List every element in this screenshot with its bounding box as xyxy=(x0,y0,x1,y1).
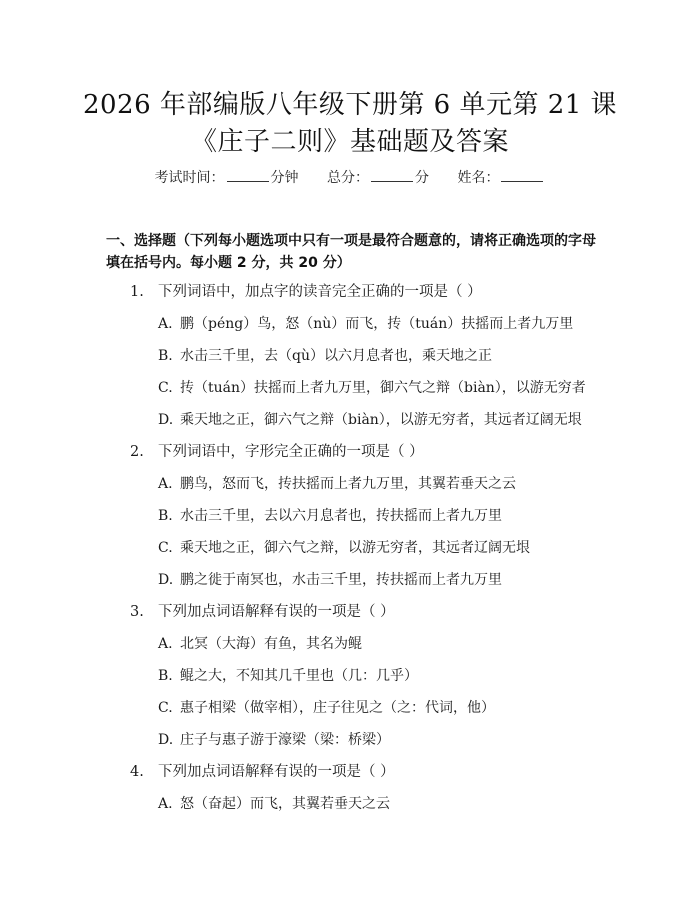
option-letter: C. xyxy=(158,700,173,716)
total-score-blank xyxy=(371,169,413,182)
question-stem: 下列加点词语解释有误的一项是（ ） xyxy=(158,604,395,620)
option-letter: C. xyxy=(158,540,173,556)
q1-option-c xyxy=(158,377,586,399)
name-blank xyxy=(501,169,543,182)
q3-option-d xyxy=(158,729,390,751)
exam-info xyxy=(0,168,700,188)
question-number: 2. xyxy=(130,444,144,460)
q2-option-c xyxy=(158,537,530,559)
option-text: 鹏鸟，怒而飞，抟扶摇而上者九万里，其翼若垂天之云 xyxy=(180,476,516,492)
option-letter: A. xyxy=(158,796,173,812)
q1-option-a xyxy=(158,313,573,335)
q4-option-a xyxy=(158,793,390,815)
exam-time-label: 考试时间： xyxy=(154,170,225,186)
document-title-line1: 2026 年部编版八年级下册第 6 单元第 21 课 xyxy=(82,90,618,120)
option-letter: B. xyxy=(158,668,173,684)
question-number: 1. xyxy=(130,284,144,300)
option-letter: A. xyxy=(158,636,173,652)
q3-option-a xyxy=(158,633,362,655)
option-text: 水击三千里，去以六月息者也，抟扶摇而上者九万里 xyxy=(180,508,502,524)
name-field xyxy=(457,170,545,186)
total-score-field xyxy=(327,170,433,186)
document-title-line2: 《庄子二则》基础题及答案 xyxy=(190,127,509,157)
total-score-unit: 分 xyxy=(415,170,429,186)
option-letter: D. xyxy=(158,572,174,588)
option-letter: D. xyxy=(158,732,174,748)
option-text: 鹏（péng）鸟，怒（nù）而飞，抟（tuán）扶摇而上者九万里 xyxy=(180,316,574,332)
q1-option-d xyxy=(158,409,582,431)
exam-time-blank xyxy=(227,169,269,182)
name-label: 姓名： xyxy=(457,170,500,186)
option-text: 抟（tuán）扶摇而上者九万里，御六气之辩（biàn），以游无穷者 xyxy=(180,380,586,396)
exam-time-field xyxy=(155,170,303,186)
exam-time-unit: 分钟 xyxy=(270,170,299,186)
option-text: 乘天地之正，御六气之辩（biàn），以游无穷者，其远者辽阔无垠 xyxy=(180,412,582,428)
question-stem: 下列词语中，加点字的读音完全正确的一项是（ ） xyxy=(158,284,482,300)
question-stem: 下列词语中，字形完全正确的一项是（ ） xyxy=(158,444,424,460)
option-text: 水击三千里，去（qù）以六月息者也，乘天地之正 xyxy=(180,348,492,364)
q2-option-b xyxy=(158,505,502,527)
option-text: 鹏之徙于南冥也，水击三千里，抟扶摇而上者九万里 xyxy=(180,572,502,588)
question-3 xyxy=(130,601,395,623)
option-text: 怒（奋起）而飞，其翼若垂天之云 xyxy=(180,796,390,812)
question-number: 3. xyxy=(130,604,144,620)
question-stem: 下列加点词语解释有误的一项是（ ） xyxy=(158,764,395,780)
option-text: 庄子与惠子游于濠梁（梁：桥梁） xyxy=(180,732,390,748)
q1-option-b xyxy=(158,345,492,367)
option-text: 北冥（大海）有鱼，其名为鲲 xyxy=(180,636,362,652)
question-4 xyxy=(130,761,395,783)
option-text: 乘天地之正，御六气之辩，以游无穷者，其远者辽阔无垠 xyxy=(180,540,530,556)
q2-option-d xyxy=(158,569,502,591)
q3-option-c xyxy=(158,697,495,719)
question-2 xyxy=(130,441,424,463)
option-letter: A. xyxy=(158,476,173,492)
question-1 xyxy=(130,281,482,303)
question-number: 4. xyxy=(130,764,144,780)
q2-option-a xyxy=(158,473,516,495)
option-letter: C. xyxy=(158,380,173,396)
section-heading: 一、选择题（下列每小题选项中只有一项是最符合题意的，请将正确选项的字母填在括号内。每小题 2 分，共 20 分） xyxy=(106,233,596,271)
q3-option-b xyxy=(158,665,418,687)
option-letter: A. xyxy=(158,316,173,332)
option-text: 鲲之大，不知其几千里也（几：几乎） xyxy=(180,668,418,684)
option-text: 惠子相梁（做宰相），庄子往见之（之：代词，他） xyxy=(180,700,495,716)
option-letter: D. xyxy=(158,412,174,428)
option-letter: B. xyxy=(158,348,173,364)
option-letter: B. xyxy=(158,508,173,524)
total-score-label: 总分： xyxy=(327,170,369,186)
